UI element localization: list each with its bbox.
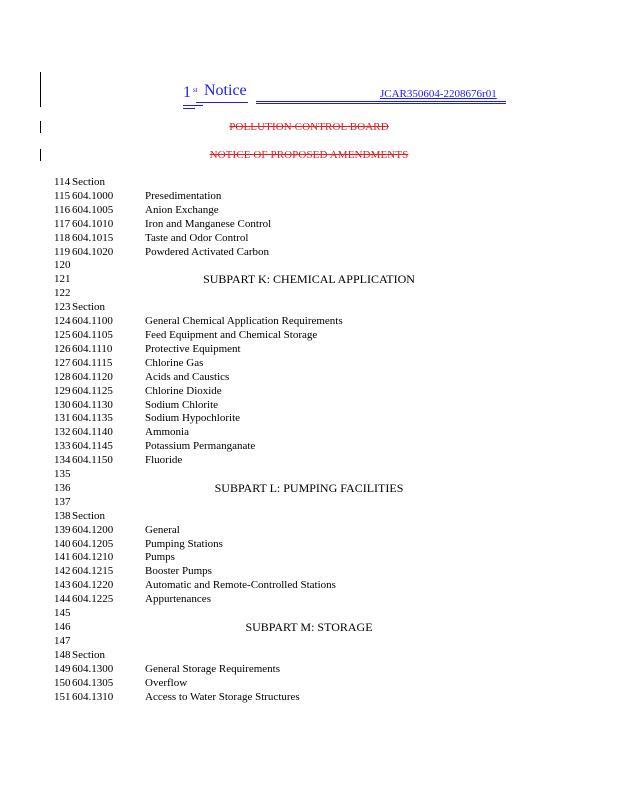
line-number: 125 <box>54 328 71 341</box>
section-number: 604.1140 <box>72 426 113 439</box>
list-item <box>0 259 618 273</box>
section-title: Protective Equipment <box>145 342 241 355</box>
line-number: 142 <box>54 565 71 578</box>
notice-heading-deleted: NOTICE OF PROPOSED AMENDMENTS <box>209 149 409 161</box>
list-item <box>0 593 618 607</box>
line-number: 132 <box>54 426 71 439</box>
section-title: Overflow <box>145 676 188 689</box>
line-number: 117 <box>54 217 71 230</box>
list-item <box>0 301 618 315</box>
document-code: JCAR350604-2208676r01 <box>380 88 497 100</box>
list-item <box>0 371 618 385</box>
section-title: Presedimentation <box>145 189 222 202</box>
list-item <box>0 468 618 482</box>
section-title: Appurtenances <box>145 593 211 606</box>
line-number: 115 <box>54 189 71 202</box>
list-item <box>0 551 618 565</box>
notice-number: 1 <box>183 84 191 101</box>
section-number: 604.1310 <box>72 690 114 703</box>
list-item <box>0 538 618 552</box>
section-title: General Storage Requirements <box>145 662 281 675</box>
insertion-underline <box>183 105 203 106</box>
section-number: 604.1215 <box>72 565 114 578</box>
line-number: 147 <box>54 634 71 647</box>
list-item <box>0 649 618 663</box>
section-title: Automatic and Remote-Controlled Stations <box>145 579 336 592</box>
line-number: 151 <box>54 690 71 703</box>
section-number: 604.1225 <box>72 593 114 606</box>
list-item <box>0 218 618 232</box>
section-title: Ammonia <box>145 426 189 439</box>
line-number: 114 <box>54 176 71 188</box>
section-number: 604.1200 <box>72 523 114 536</box>
line-number: 119 <box>54 245 71 258</box>
notice-title: Notice <box>204 82 247 99</box>
table-of-contents <box>0 176 618 704</box>
line-number: 138 <box>54 509 71 522</box>
section-number: 604.1020 <box>72 245 114 258</box>
line-number: 145 <box>54 607 71 620</box>
section-number: Section <box>72 509 105 522</box>
line-number: 135 <box>54 468 71 481</box>
section-title: Pumping Stations <box>145 537 223 550</box>
section-number: 604.1010 <box>72 217 114 230</box>
list-item <box>0 412 618 426</box>
section-title: General Chemical Application Requirements <box>145 315 343 328</box>
section-number: 604.1135 <box>72 412 113 425</box>
subpart-heading-row <box>0 621 618 635</box>
section-number: 604.1125 <box>72 384 113 397</box>
list-item <box>0 579 618 593</box>
line-number: 122 <box>54 287 71 300</box>
section-number: 604.1015 <box>72 231 114 244</box>
section-number: 604.1110 <box>72 342 113 355</box>
line-number: 118 <box>54 231 71 244</box>
section-number: 604.1000 <box>72 189 114 202</box>
line-number: 141 <box>54 551 71 564</box>
section-title: Fluoride <box>145 454 183 467</box>
line-number: 127 <box>54 356 71 369</box>
subpart-heading: SUBPART K: CHEMICAL APPLICATION <box>203 272 415 287</box>
section-title: Feed Equipment and Chemical Storage <box>145 328 318 341</box>
line-number: 149 <box>54 662 71 675</box>
section-title: Anion Exchange <box>145 203 219 216</box>
insertion-underline <box>183 108 195 109</box>
section-number: 604.1305 <box>72 676 114 689</box>
section-title: Potassium Permanganate <box>145 440 256 453</box>
line-number: 139 <box>54 523 71 536</box>
section-number: 604.1220 <box>72 579 114 592</box>
list-item <box>0 635 618 649</box>
line-number: 116 <box>54 203 71 216</box>
list-item <box>0 663 618 677</box>
section-number: Section <box>72 176 105 188</box>
list-item <box>0 607 618 621</box>
section-number: 604.1150 <box>72 454 113 467</box>
line-number: 120 <box>54 259 71 272</box>
list-item <box>0 204 618 218</box>
section-number: 604.1100 <box>72 315 113 328</box>
list-item <box>0 246 618 260</box>
section-number: 604.1205 <box>72 537 114 550</box>
list-item <box>0 565 618 579</box>
section-title: Taste and Odor Control <box>145 231 249 244</box>
line-number: 128 <box>54 370 71 383</box>
list-item <box>0 315 618 329</box>
line-number: 121 <box>54 273 71 286</box>
section-number: 604.1115 <box>72 356 113 369</box>
list-item <box>0 190 618 204</box>
section-title: Iron and Manganese Control <box>145 217 272 230</box>
list-item <box>0 287 618 301</box>
subpart-heading: SUBPART M: STORAGE <box>245 620 373 634</box>
section-number: Section <box>72 301 105 314</box>
list-item <box>0 176 618 190</box>
section-title: Pumps <box>145 551 175 564</box>
section-title: General <box>145 523 180 536</box>
section-number: 604.1005 <box>72 203 114 216</box>
section-number: 604.1105 <box>72 328 113 341</box>
section-number: 604.1210 <box>72 551 114 564</box>
section-title: Acids and Caustics <box>145 370 230 383</box>
list-item <box>0 691 618 705</box>
list-item <box>0 440 618 454</box>
line-number: 137 <box>54 495 71 508</box>
subpart-heading-row <box>0 273 618 287</box>
section-number: 604.1120 <box>72 370 113 383</box>
list-item <box>0 677 618 691</box>
list-item <box>0 399 618 413</box>
list-item <box>0 510 618 524</box>
list-item <box>0 524 618 538</box>
section-number: 604.1145 <box>72 440 113 453</box>
line-number: 126 <box>54 342 71 355</box>
section-title: Sodium Chlorite <box>145 398 219 411</box>
line-number: 148 <box>54 648 71 661</box>
subpart-heading-row <box>0 482 618 496</box>
section-title: Sodium Hypochlorite <box>145 412 241 425</box>
list-item <box>0 357 618 371</box>
line-number: 140 <box>54 537 71 550</box>
section-title: Chlorine Gas <box>145 356 204 369</box>
line-number: 130 <box>54 398 71 411</box>
list-item <box>0 454 618 468</box>
line-number: 129 <box>54 384 71 397</box>
line-number: 150 <box>54 676 71 689</box>
insertion-underline <box>256 103 506 104</box>
subpart-heading: SUBPART L: PUMPING FACILITIES <box>214 480 404 495</box>
list-item <box>0 329 618 343</box>
section-title: Access to Water Storage Structures <box>145 690 300 703</box>
insertion-underline <box>196 102 248 103</box>
list-item <box>0 426 618 440</box>
insertion-underline <box>256 101 506 102</box>
line-number: 134 <box>54 454 71 467</box>
line-number: 131 <box>54 412 71 425</box>
section-number: Section <box>72 648 105 661</box>
line-number: 133 <box>54 440 71 453</box>
section-number: 604.1130 <box>72 398 113 411</box>
list-item <box>0 496 618 510</box>
section-title: Powdered Activated Carbon <box>145 245 270 258</box>
section-title: Chlorine Dioxide <box>145 384 222 397</box>
notice-superscript: st <box>193 86 198 94</box>
section-number: 604.1300 <box>72 662 114 675</box>
list-item <box>0 232 618 246</box>
line-number: 146 <box>54 621 71 633</box>
line-number: 143 <box>54 579 71 592</box>
line-number: 136 <box>54 481 71 494</box>
list-item <box>0 385 618 399</box>
board-name-deleted: POLLUTION CONTROL BOARD <box>229 121 389 133</box>
notice-header <box>0 80 618 110</box>
line-number: 123 <box>54 301 71 314</box>
section-title: Booster Pumps <box>145 565 212 578</box>
line-number: 124 <box>54 315 71 328</box>
list-item <box>0 343 618 357</box>
line-number: 144 <box>54 593 71 606</box>
